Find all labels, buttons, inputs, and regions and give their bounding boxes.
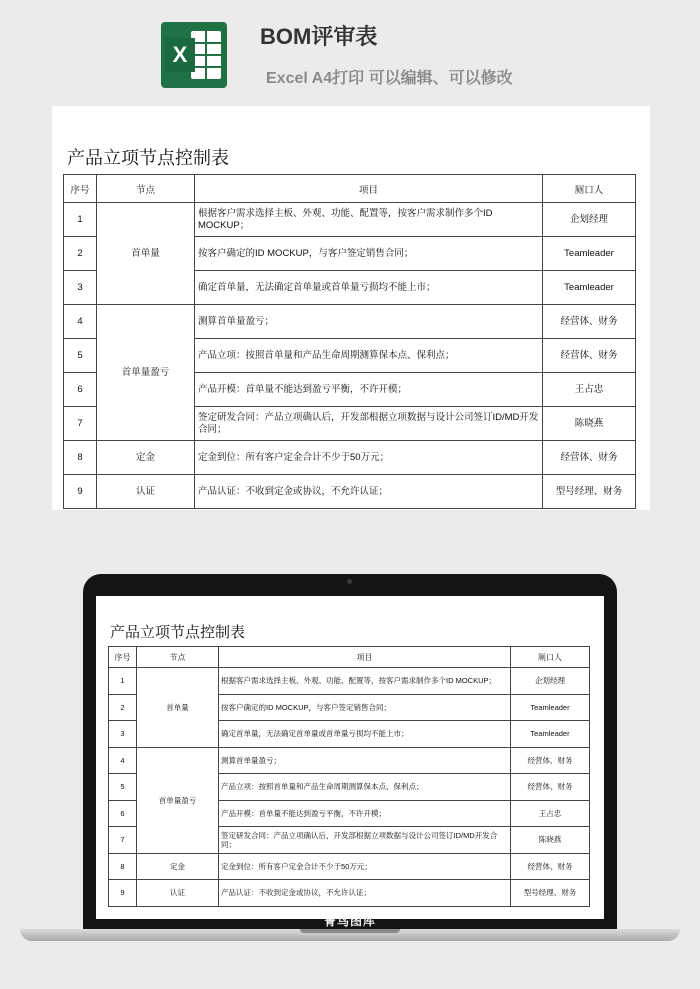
- column-header-node: 节点: [137, 647, 219, 668]
- owner-cell: 陈晓燕: [511, 827, 590, 854]
- owner-cell: 王占忠: [543, 373, 636, 407]
- owner-cell: Teamleader: [543, 271, 636, 305]
- owner-cell: Teamleader: [511, 721, 590, 748]
- owner-cell: Teamleader: [543, 237, 636, 271]
- owner-cell: 型号经理、财务: [543, 475, 636, 509]
- node-cell: 认证: [97, 475, 195, 509]
- row-number: 6: [64, 373, 97, 407]
- item-cell: 确定首单量，无法确定首单量或首单量亏损均不能上市；: [219, 721, 511, 748]
- item-cell: 根据客户需求选择主板、外观、功能、配置等，按客户需求制作多个ID MOCKUP；: [195, 203, 543, 237]
- row-number: 4: [64, 305, 97, 339]
- item-cell: 根据客户需求选择主板、外观、功能、配置等，按客户需求制作多个ID MOCKUP；: [219, 668, 511, 695]
- item-cell: 产品立项：按照首单量和产品生命周期测算保本点、保利点；: [219, 774, 511, 801]
- screen-sheet-title: 产品立项节点控制表: [110, 624, 246, 641]
- excel-sheet-graphic: [191, 31, 221, 79]
- row-number: 7: [109, 827, 137, 854]
- laptop-bezel: [83, 574, 617, 929]
- owner-cell: 经营体、财务: [511, 853, 590, 880]
- column-header-item: 项目: [219, 647, 511, 668]
- owner-cell: 经营体、财务: [511, 747, 590, 774]
- camera-icon: [347, 579, 352, 584]
- owner-cell: 经营体、财务: [543, 339, 636, 373]
- laptop-mockup: [0, 560, 700, 989]
- node-cell: 首单量: [97, 203, 195, 305]
- page-subtitle: Excel A4打印 可以编辑、可以修改: [266, 70, 513, 87]
- item-cell: 签定研发合同：产品立项确认后，开发部根据立项数据与设计公司签订ID/MD开发合同；: [219, 827, 511, 854]
- row-number: 2: [64, 237, 97, 271]
- owner-cell: 经营体、财务: [543, 441, 636, 475]
- column-header-item: 项目: [195, 175, 543, 203]
- row-number: 1: [109, 668, 137, 695]
- table-header-row: [109, 647, 590, 668]
- column-header-owner: 厕口人: [543, 175, 636, 203]
- item-cell: 确定首单量，无法确定首单量或首单量亏损均不能上市；: [195, 271, 543, 305]
- sheet-title: 产品立项节点控制表: [67, 148, 229, 168]
- row-number: 5: [64, 339, 97, 373]
- column-header-no: 序号: [109, 647, 137, 668]
- node-cell: 首单量: [137, 668, 219, 748]
- item-cell: 定金到位：所有客户定金合计不少于50万元；: [195, 441, 543, 475]
- owner-cell: 企划经理: [511, 668, 590, 695]
- table-row: [109, 853, 590, 880]
- table-row: [109, 747, 590, 774]
- owner-cell: 经营体、财务: [543, 305, 636, 339]
- column-header-node: 节点: [97, 175, 195, 203]
- excel-logo-letter: X: [165, 38, 195, 72]
- item-cell: 产品开模：首单量不能达到盈亏平衡，不许开模；: [195, 373, 543, 407]
- table-header-row: [64, 175, 636, 203]
- table-row: [109, 668, 590, 695]
- row-number: 8: [109, 853, 137, 880]
- row-number: 6: [109, 800, 137, 827]
- item-cell: 产品立项：按照首单量和产品生命周期测算保本点、保利点；: [195, 339, 543, 373]
- table-row: [64, 475, 636, 509]
- owner-cell: 陈晓燕: [543, 407, 636, 441]
- row-number: 9: [64, 475, 97, 509]
- item-cell: 签定研发合同：产品立项确认后，开发部根据立项数据与设计公司签订ID/MD开发合同；: [195, 407, 543, 441]
- table-row: [64, 441, 636, 475]
- item-cell: 测算首单量盈亏；: [195, 305, 543, 339]
- table-row: [64, 203, 636, 237]
- brand-label: 菁鸟图库: [323, 914, 376, 928]
- row-number: 8: [64, 441, 97, 475]
- item-cell: 测算首单量盈亏；: [219, 747, 511, 774]
- row-number: 4: [109, 747, 137, 774]
- item-cell: 定金到位：所有客户定金合计不少于50万元；: [219, 853, 511, 880]
- owner-cell: 经营体、财务: [511, 774, 590, 801]
- page-title: BOM评审表: [260, 24, 378, 49]
- item-cell: 产品开模：首单量不能达到盈亏平衡，不许开模；: [219, 800, 511, 827]
- row-number: 3: [64, 271, 97, 305]
- column-header-no: 序号: [64, 175, 97, 203]
- row-number: 2: [109, 694, 137, 721]
- item-cell: 按客户确定的ID MOCKUP，与客户签定销售合同；: [195, 237, 543, 271]
- spreadsheet-preview: [52, 106, 650, 510]
- control-table: [63, 174, 636, 509]
- row-number: 5: [109, 774, 137, 801]
- table-row: [64, 305, 636, 339]
- item-cell: 产品认证：不收到定金或协议，不允许认证；: [195, 475, 543, 509]
- row-number: 7: [64, 407, 97, 441]
- item-cell: 产品认证：不收到定金或协议，不允许认证；: [219, 880, 511, 907]
- column-header-owner: 厕口人: [511, 647, 590, 668]
- node-cell: 定金: [137, 853, 219, 880]
- row-number: 9: [109, 880, 137, 907]
- row-number: 3: [109, 721, 137, 748]
- node-cell: 认证: [137, 880, 219, 907]
- node-cell: 首单量盈亏: [137, 747, 219, 853]
- table-row: [109, 880, 590, 907]
- item-cell: 按客户确定的ID MOCKUP，与客户签定销售合同；: [219, 694, 511, 721]
- owner-cell: 企划经理: [543, 203, 636, 237]
- owner-cell: 王占忠: [511, 800, 590, 827]
- laptop-screen: [96, 596, 604, 919]
- owner-cell: Teamleader: [511, 694, 590, 721]
- node-cell: 定金: [97, 441, 195, 475]
- node-cell: 首单量盈亏: [97, 305, 195, 441]
- header: [0, 0, 700, 100]
- laptop-notch: [300, 929, 400, 933]
- excel-icon: [161, 22, 227, 88]
- screen-control-table: [108, 646, 590, 907]
- row-number: 1: [64, 203, 97, 237]
- owner-cell: 型号经理、财务: [511, 880, 590, 907]
